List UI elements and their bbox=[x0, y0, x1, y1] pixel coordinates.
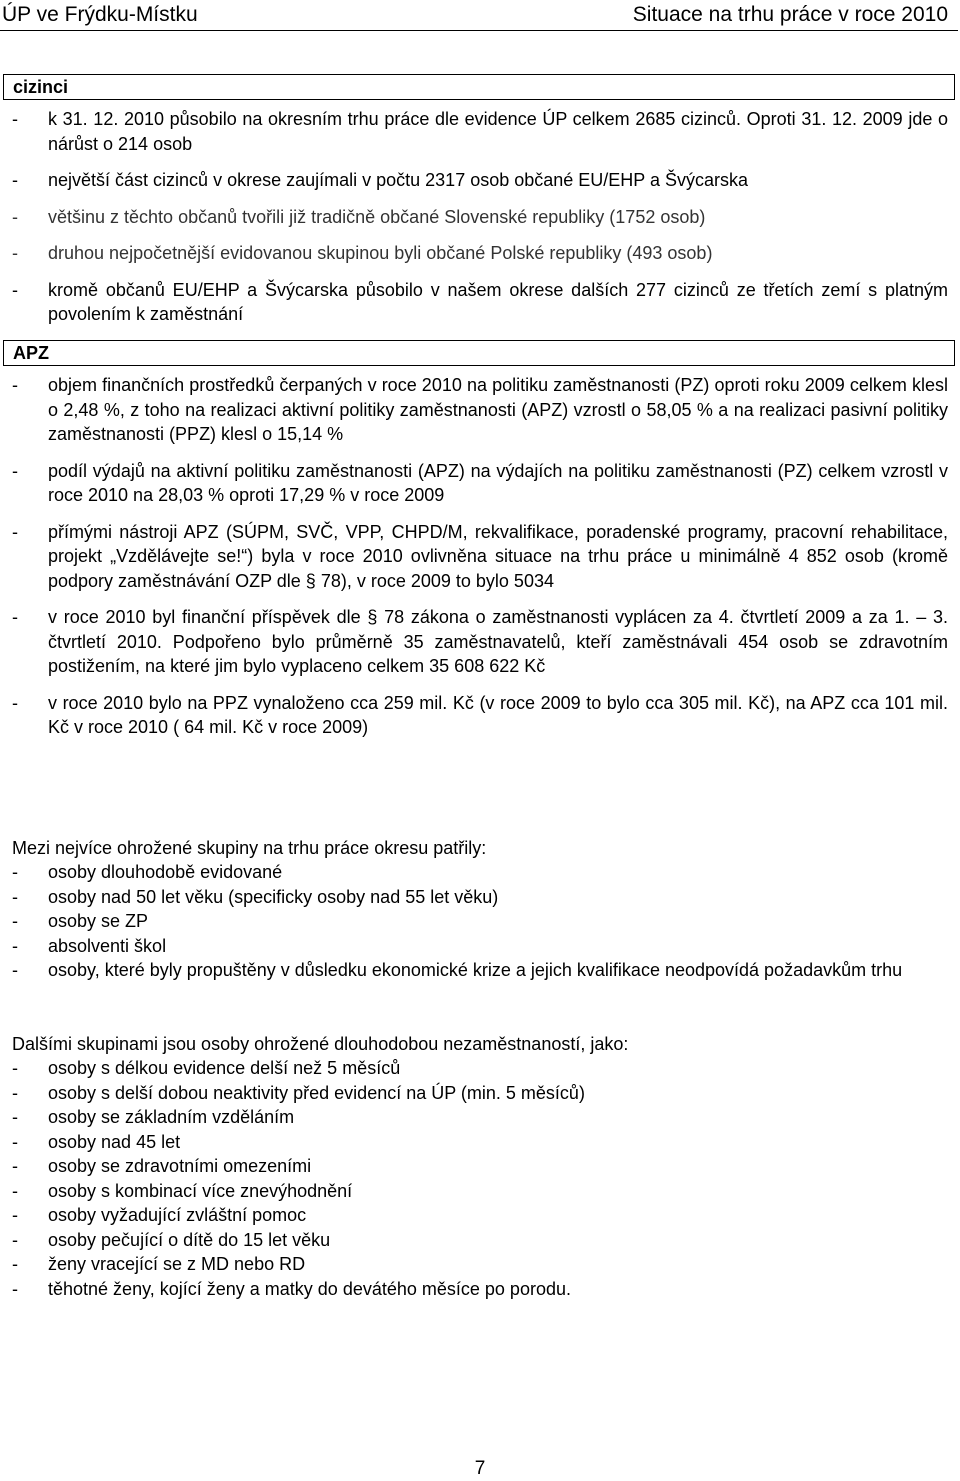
ohrozene-intro: Mezi nejvíce ohrožené skupiny na trhu práce okresu patřily: bbox=[12, 838, 487, 858]
list-item: - ženy vracející se z MD nebo RD bbox=[12, 1252, 948, 1277]
list-item: - absolventi škol bbox=[12, 934, 948, 959]
section-title: APZ bbox=[13, 343, 49, 363]
list-item: - osoby se ZP bbox=[12, 909, 948, 934]
section-title: cizinci bbox=[13, 77, 69, 97]
list-item: - osoby nad 50 let věku (specificky osoby nad 55 let věku) bbox=[12, 885, 948, 910]
list-item: - osoby s delší dobou neaktivity před evidencí na ÚP (min. 5 měsíců) bbox=[12, 1081, 948, 1106]
list-item: - kromě občanů EU/EHP a Švýcarska působilo v našem okrese dalších 277 cizinců ze třetích zemí s platným povolením k zaměstnání bbox=[12, 278, 948, 327]
list-item: - v roce 2010 bylo na PPZ vynaloženo cca 259 mil. Kč (v roce 2009 to bylo cca 305 mil. Kč), na APZ cca 101 mil. Kč v roce 2010 ( 64 mil. Kč v roce 2009) bbox=[12, 691, 948, 740]
list-item: - osoby se základním vzděláním bbox=[12, 1105, 948, 1130]
section-heading-apz bbox=[3, 340, 955, 366]
header-right-title: Situace na trhu práce v roce 2010 bbox=[632, 3, 948, 26]
dalsi-intro: Dalšími skupinami jsou osoby ohrožené dlouhodobou nezaměstnaností, jako: bbox=[12, 1034, 629, 1054]
ohrozene-list bbox=[12, 860, 948, 983]
section-heading-cizinci bbox=[3, 74, 955, 100]
list-item: - těhotné ženy, kojící ženy a matky do devátého měsíce po porodu. bbox=[12, 1277, 948, 1302]
list-item: - v roce 2010 byl finanční příspěvek dle § 78 zákona o zaměstnanosti vyplácen za 4. čtvrtletí 2009 a za 1. – 3. čtvrtletí 2010. Podpořeno bylo průměrně 35 zaměstnavatelů, kteří zaměstnávali 454 osob se zdravotním postižením, na které jim bylo vyplaceno celkem 35 608 622 Kč bbox=[12, 605, 948, 679]
cizinci-list bbox=[12, 107, 948, 327]
list-item: - osoby, které byly propuštěny v důsledku ekonomické krize a jejich kvalifikace neodpovídá požadavkům trhu bbox=[12, 958, 948, 983]
page-number: 7 bbox=[474, 1458, 486, 1479]
list-item: - osoby s kombinací více znevýhodnění bbox=[12, 1179, 948, 1204]
list-item: - objem finančních prostředků čerpaných v roce 2010 na politiku zaměstnanosti (PZ) oproti roku 2009 celkem klesl o 2,48 %, z toho na realizaci aktivní politiky zaměstnanosti (APZ) vzrostl o 58,05 % a na realizaci pasivní politiky zaměstnanosti (PPZ) klesl o 15,14 % bbox=[12, 373, 948, 447]
list-item: - druhou nejpočetnější evidovanou skupinou byli občané Polské republiky (493 osob) bbox=[12, 241, 948, 266]
list-item: - osoby nad 45 let bbox=[12, 1130, 948, 1155]
list-item: - podíl výdajů na aktivní politiku zaměstnanosti (APZ) na výdajích na politiku zaměstnanosti (PZ) celkem vzrostl v roce 2010 na 28,03 % oproti 17,29 % v roce 2009 bbox=[12, 459, 948, 508]
list-item: - osoby dlouhodobě evidované bbox=[12, 860, 948, 885]
list-item: - k 31. 12. 2010 působilo na okresním trhu práce dle evidence ÚP celkem 2685 cizinců. Oproti 31. 12. 2009 jde o nárůst o 214 osob bbox=[12, 107, 948, 156]
list-item: - většinu z těchto občanů tvořili již tradičně občané Slovenské republiky (1752 osob) bbox=[12, 205, 948, 230]
list-item: - přímými nástroji APZ (SÚPM, SVČ, VPP, CHPD/M, rekvalifikace, poradenské programy, pracovní rehabilitace, projekt „Vzdělávejte se!“) byla v roce 2010 ovlivněna situace na trhu práce u minimálně 4 852 osob (kromě podpory zaměstnávání OZP dle § 78), v roce 2009 to bylo 5034 bbox=[12, 520, 948, 594]
apz-list bbox=[12, 373, 948, 740]
list-item: - osoby s délkou evidence delší než 5 měsíců bbox=[12, 1056, 948, 1081]
list-item: - největší část cizinců v okrese zaujímali v počtu 2317 osob občané EU/EHP a Švýcarska bbox=[12, 168, 948, 193]
list-item: - osoby vyžadující zvláštní pomoc bbox=[12, 1203, 948, 1228]
dalsi-list bbox=[12, 1056, 948, 1301]
header-left-title: ÚP ve Frýdku-Místku bbox=[2, 3, 198, 26]
list-item: - osoby se zdravotními omezeními bbox=[12, 1154, 948, 1179]
list-item: - osoby pečující o dítě do 15 let věku bbox=[12, 1228, 948, 1253]
page-header bbox=[0, 0, 958, 31]
